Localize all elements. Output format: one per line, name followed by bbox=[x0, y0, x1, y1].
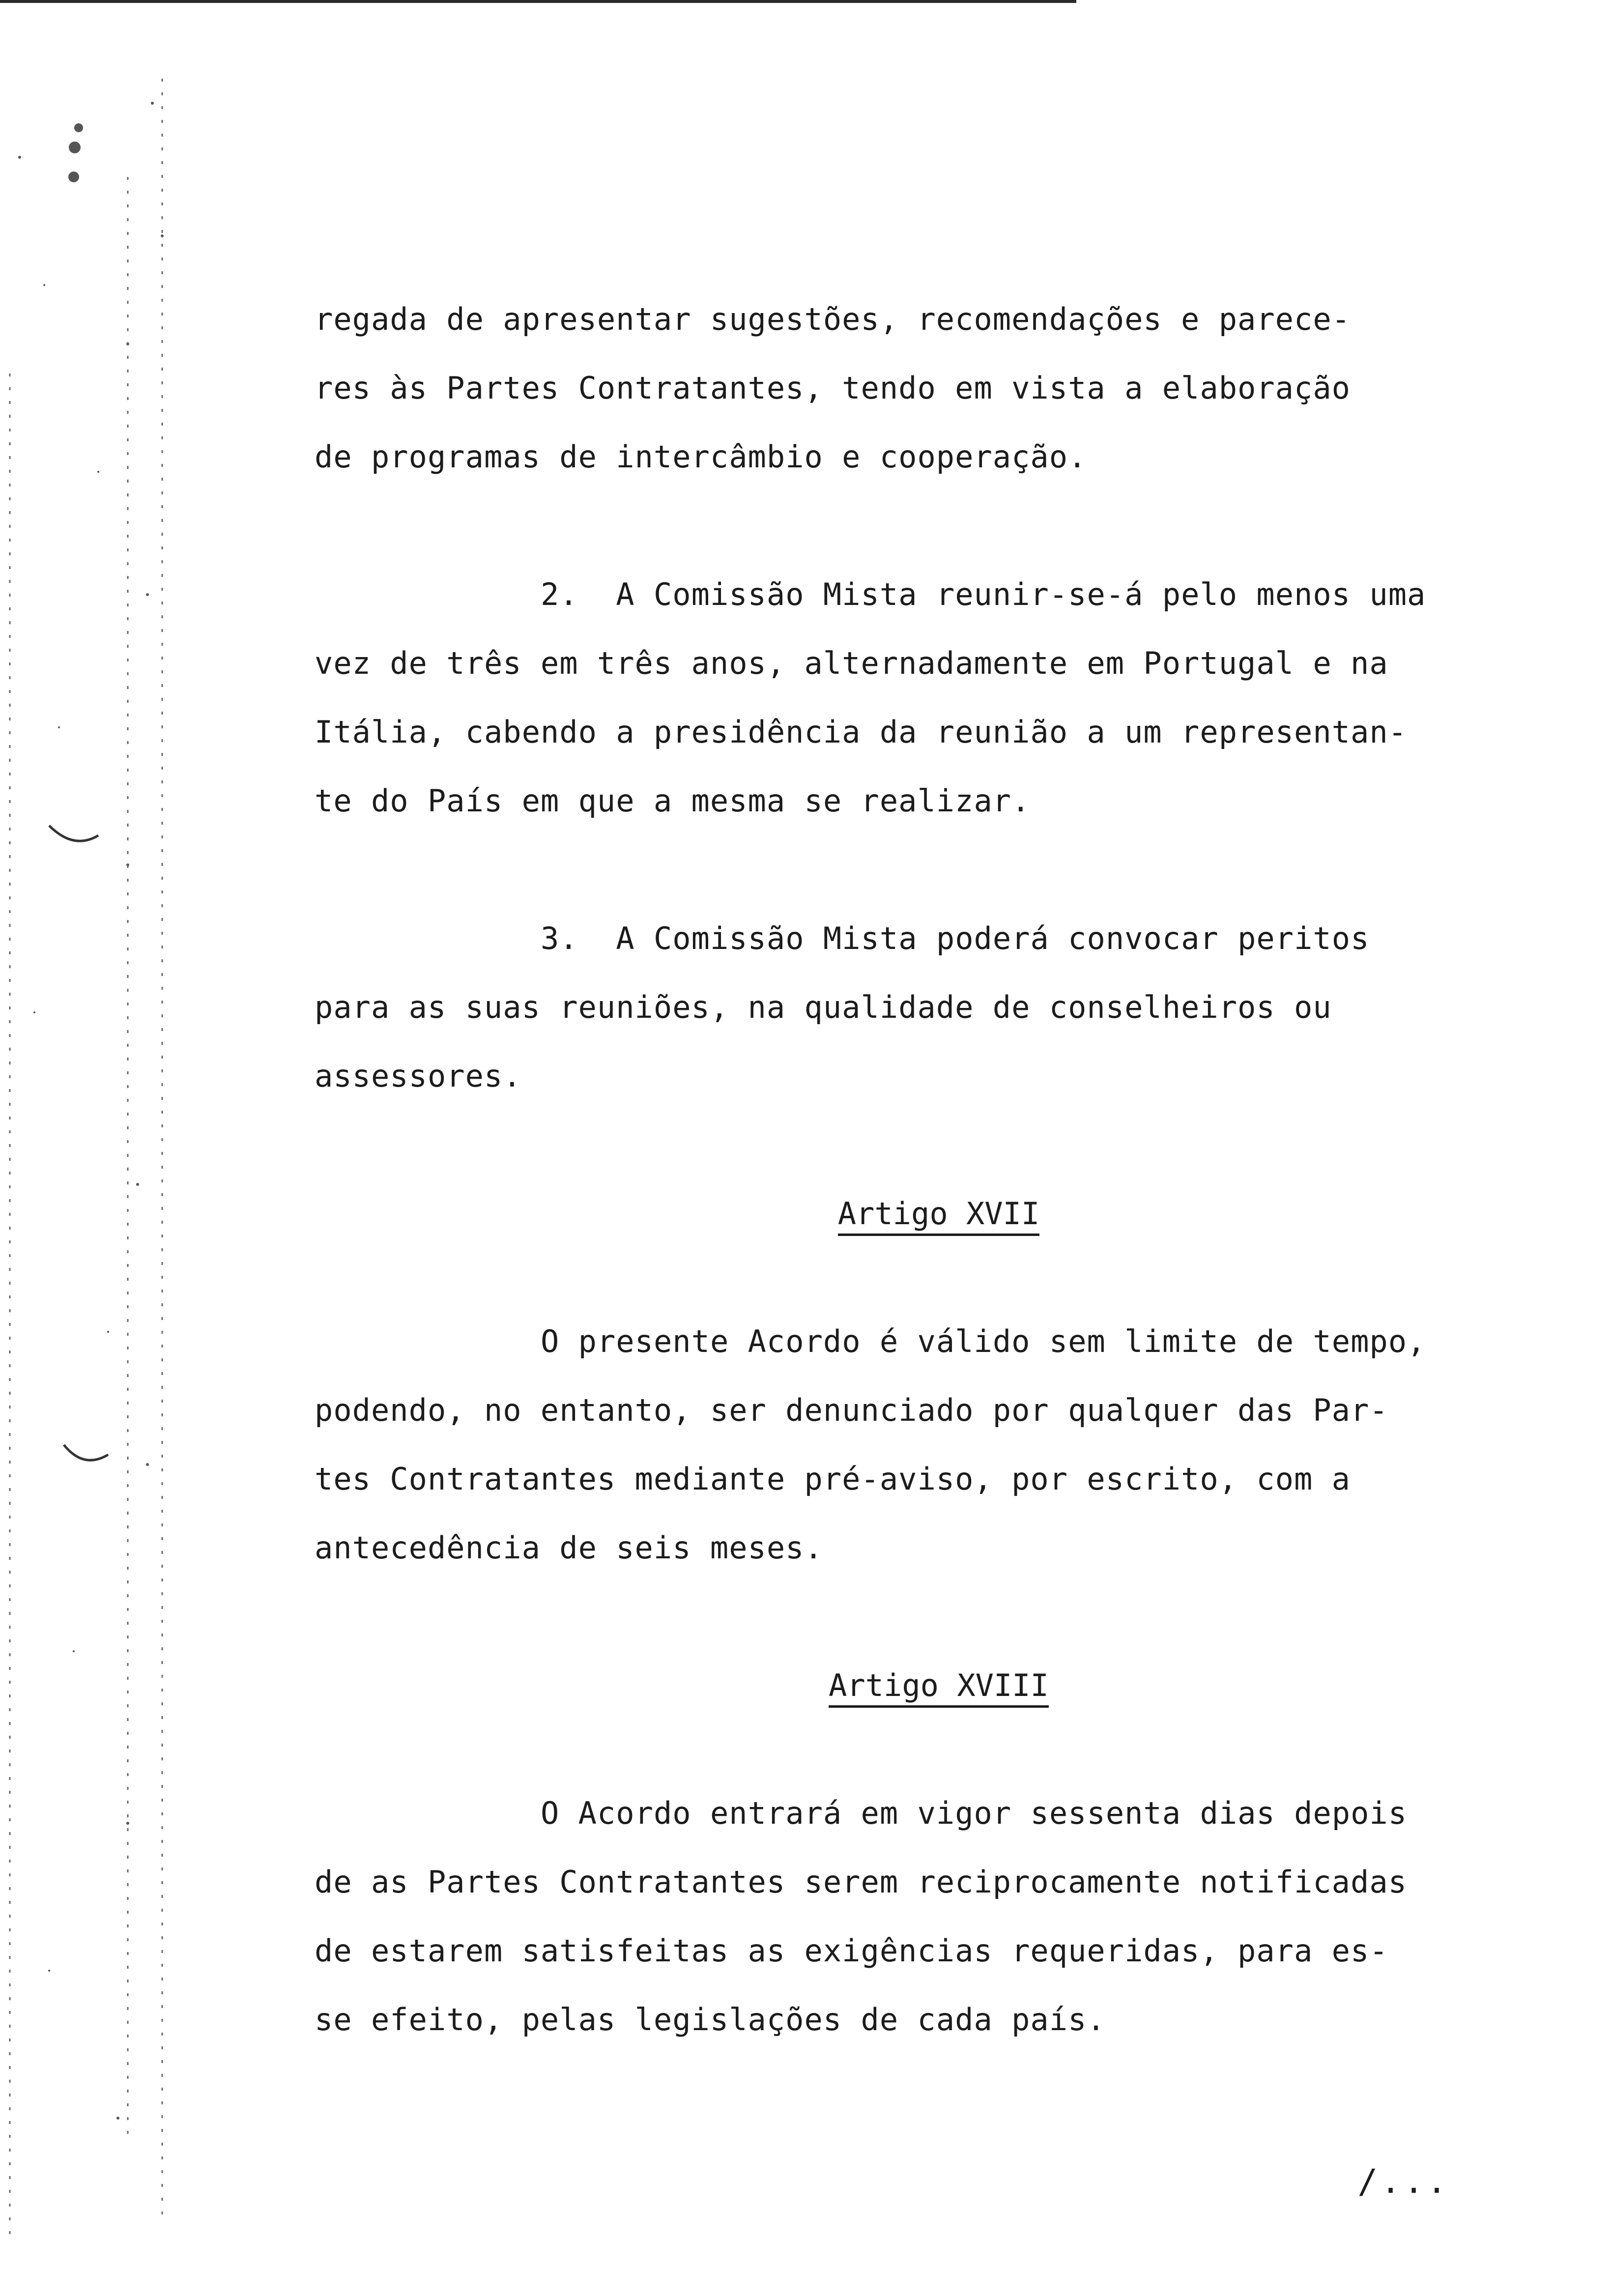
text-line: O Acordo entrará em vigor sessenta dias depois bbox=[541, 1795, 1408, 1831]
text-line: vez de três em três anos, alternadamente em Portugal e na bbox=[315, 645, 1388, 681]
text-line: te do País em que a mesma se realizar. bbox=[315, 783, 1031, 819]
text-line: regada de apresentar sugestões, recomendações e parece- bbox=[315, 301, 1351, 337]
text-line: Itália, cabendo a presidência da reunião a um representan- bbox=[315, 714, 1407, 750]
text-line: podendo, no entanto, ser denunciado por qualquer das Par- bbox=[315, 1392, 1388, 1428]
article-18-heading bbox=[315, 1651, 1514, 1720]
text-line: antecedência de seis meses. bbox=[315, 1530, 823, 1566]
continuation-mark: /... bbox=[1357, 2162, 1450, 2201]
text-line: de programas de intercâmbio e cooperação. bbox=[315, 439, 1087, 475]
text-line: de estarem satisfeitas as exigências requeridas, para es- bbox=[315, 1933, 1388, 1969]
text-line: 3. A Comissão Mista poderá convocar peritos bbox=[541, 920, 1370, 956]
article-17-heading bbox=[315, 1179, 1514, 1248]
paragraph-1 bbox=[315, 285, 1514, 491]
article-17-body bbox=[315, 1307, 1514, 1582]
document-page bbox=[315, 285, 1514, 2123]
text-line: tes Contratantes mediante pré-aviso, por escrito, com a bbox=[315, 1461, 1351, 1497]
text-line: 2. A Comissão Mista reunir-se-á pelo menos uma bbox=[541, 576, 1426, 612]
text-line: res às Partes Contratantes, tendo em vista a elaboração bbox=[315, 370, 1351, 406]
paragraph-3 bbox=[315, 904, 1514, 1111]
text-line: assessores. bbox=[315, 1058, 522, 1094]
text-line: se efeito, pelas legislações de cada país. bbox=[315, 2002, 1106, 2038]
scan-margin-speckle bbox=[0, 29, 206, 2280]
article-18-body bbox=[315, 1779, 1514, 2054]
top-rule bbox=[0, 0, 1076, 3]
text-line: O presente Acordo é válido sem limite de tempo, bbox=[541, 1323, 1426, 1359]
paragraph-2 bbox=[315, 560, 1514, 835]
text-line: para as suas reuniões, na qualidade de conselheiros ou bbox=[315, 989, 1332, 1025]
article-heading-text: Artigo XVII bbox=[838, 1196, 1040, 1236]
article-heading-text: Artigo XVIII bbox=[829, 1667, 1049, 1708]
text-line: de as Partes Contratantes serem reciprocamente notificadas bbox=[315, 1864, 1407, 1900]
